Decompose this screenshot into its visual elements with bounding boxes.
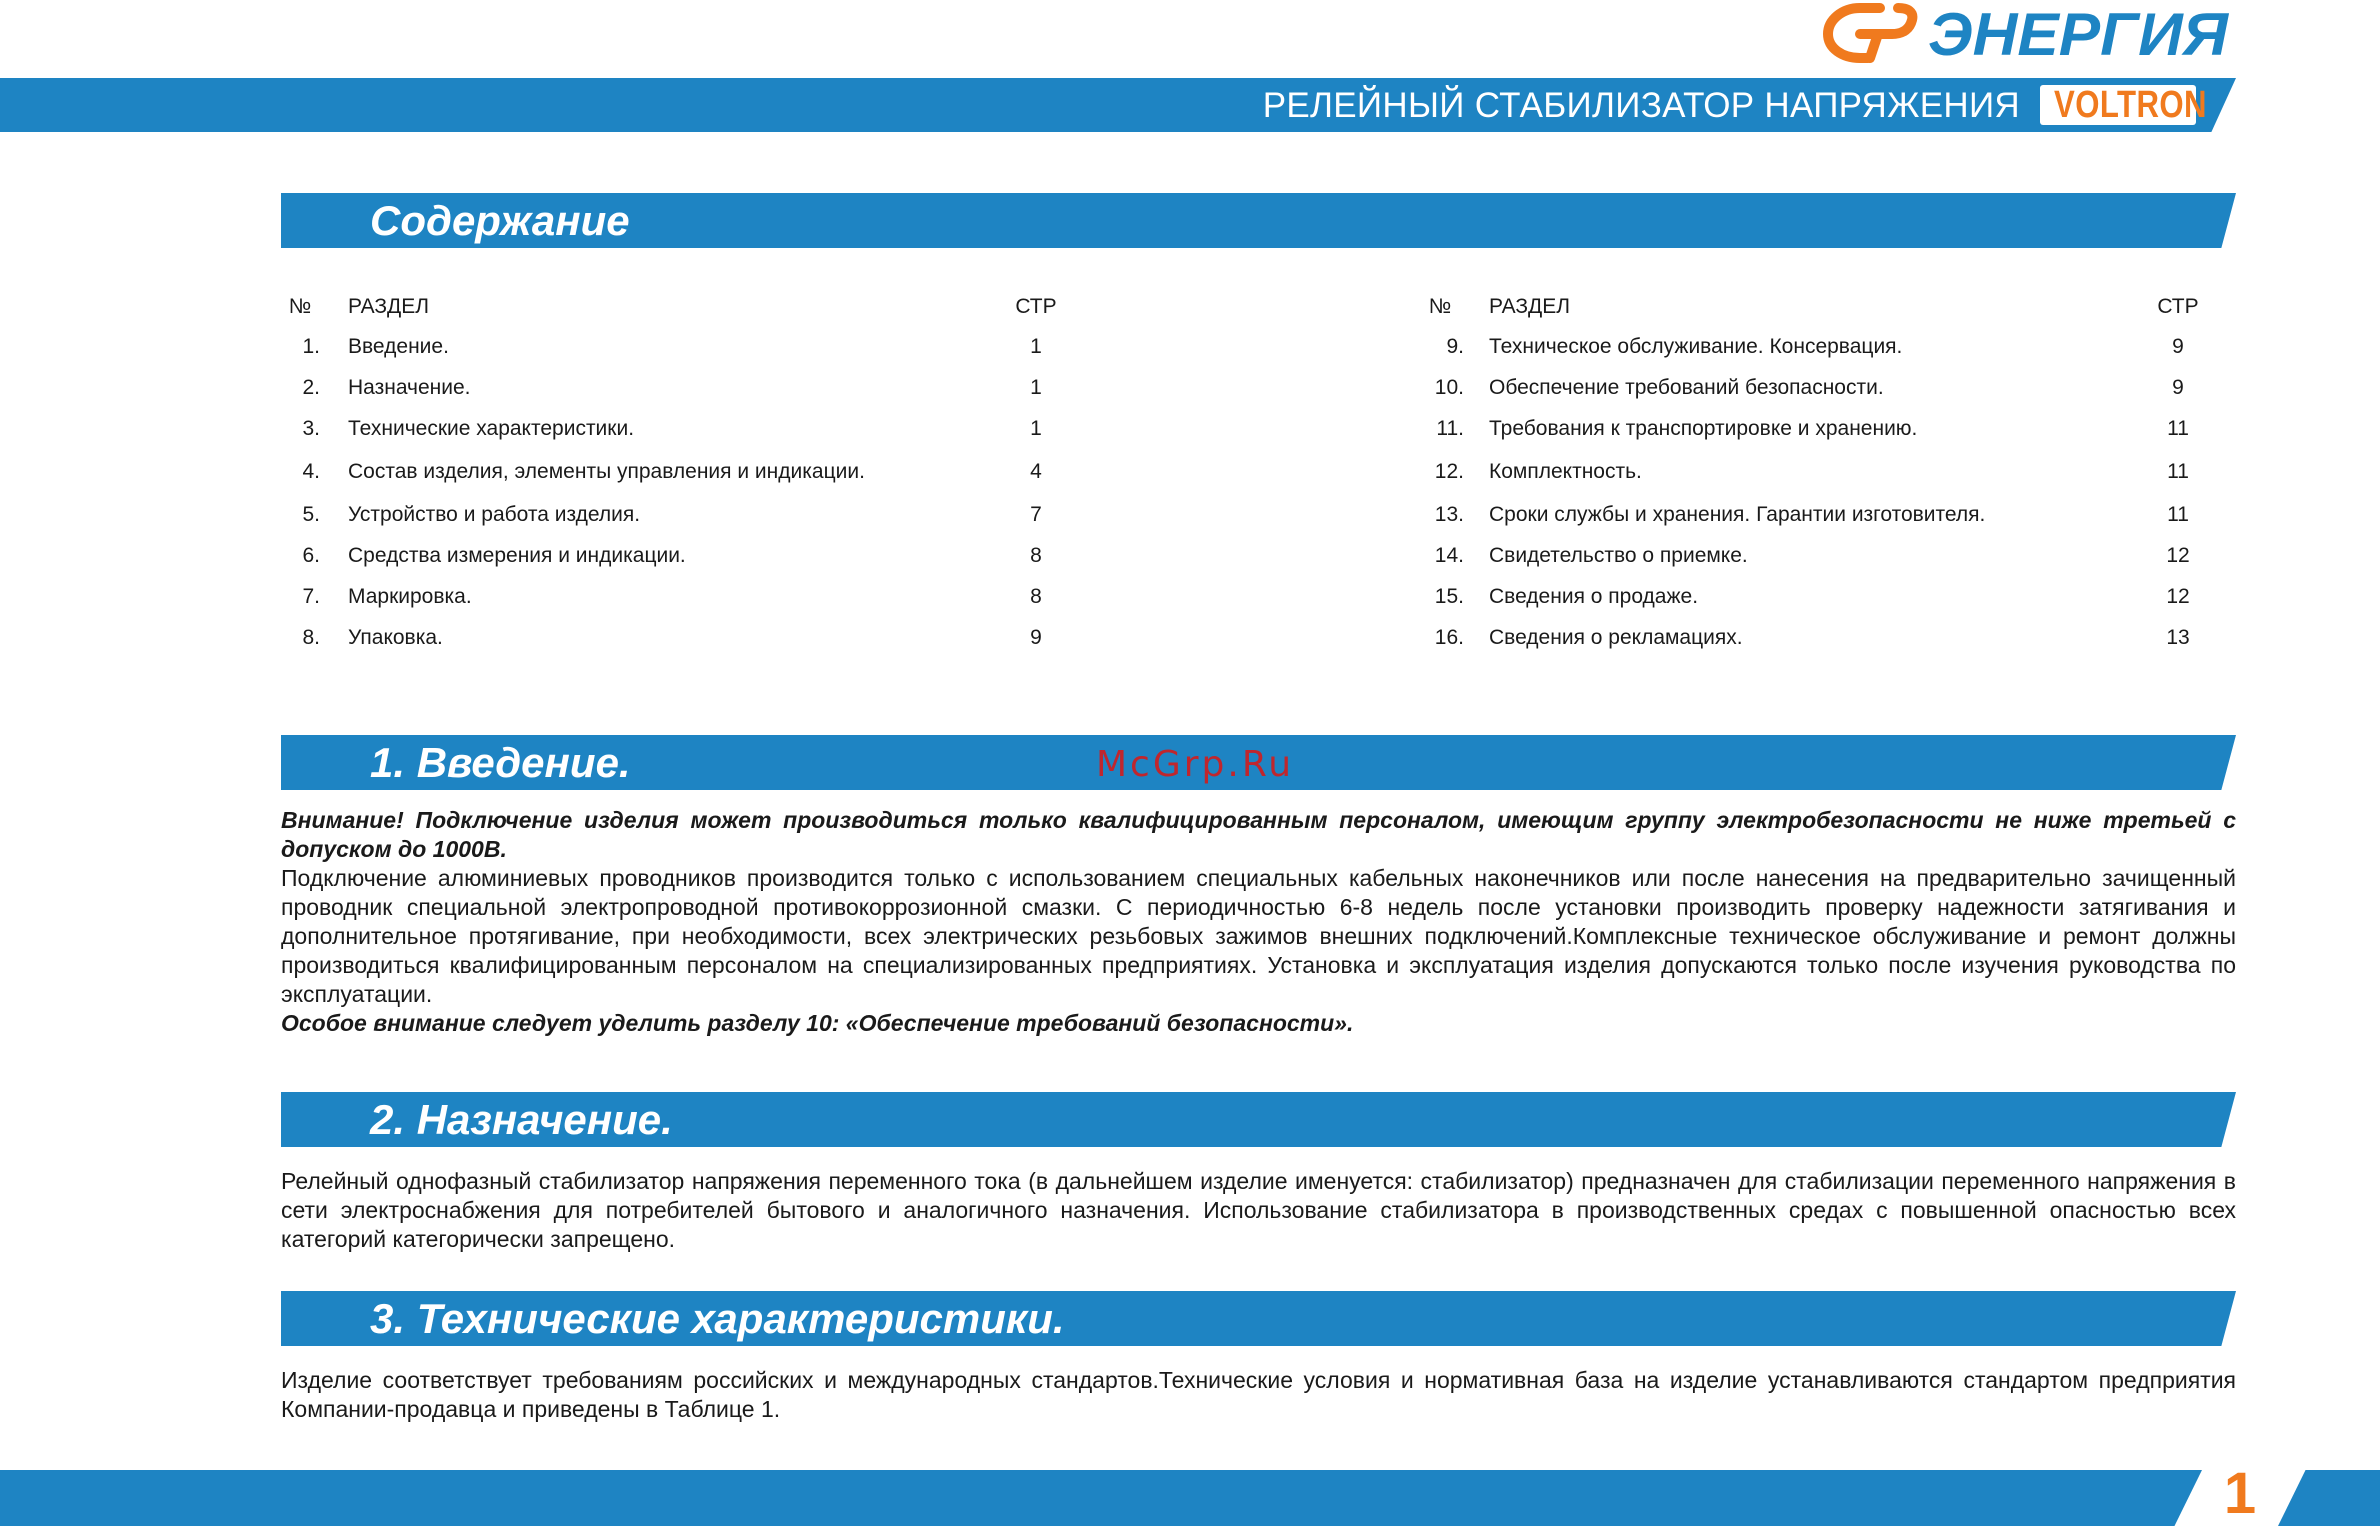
section1-body: Подключение алюминиевых проводников производится только с использованием специальных кабельных наконечников или после нанесения на предварительно зачищенный проводник специальной электропроводной противокоррозионной смазки. С периодичностью 6-8 недель после установки производить проверку надежности затягивания и дополнительное протягивание, при необходимости, всех электрических резьбовых зажимов внешних подключений.Комплексные техническое обслуживание и ремонт должны производиться квалифицированным персоналом на специализированных предприятиях. Установка и эксплуатация изделия допускаются только после изучения руководства по эксплуатации. — [281, 865, 2236, 1007]
toc-row-number: 15. — [1434, 585, 1464, 608]
toc-row-section: Сведения о продаже. — [1489, 585, 1699, 608]
toc-row-section: Комплектность. — [1489, 460, 1642, 483]
section3-text — [281, 1366, 2236, 1424]
section1-warning: Внимание! Подключение изделия может производиться только квалифицированным персоналом, имеющим группу электробезопасности не ниже третьей с допуском до 1000В. — [281, 807, 2236, 862]
logo-text: ЭНЕРГИЯ — [1928, 1, 2230, 68]
toc-row-section: Состав изделия, элементы управления и индикации. — [348, 460, 865, 483]
toc-row-section: Назначение. — [348, 376, 471, 399]
toc-row-number: 7. — [302, 585, 320, 608]
toc-row-page: 12 — [2166, 544, 2190, 567]
toc-row-section: Техническое обслуживание. Консервация. — [1489, 335, 1903, 358]
toc-row-number: 13. — [1434, 503, 1464, 526]
toc-row-section: Свидетельство о приемке. — [1489, 544, 1748, 567]
section2-body: Релейный однофазный стабилизатор напряжения переменного тока (в дальнейшем изделие именуется: стабилизатор) предназначен для стабилизации переменного напряжения в сети электроснабжения для потребителей бытового и аналогичного назначения. Использование стабилизатора в производственных средах с повышенной опасностью всех категорий категорически запрещено. — [281, 1168, 2236, 1252]
toc-row-section: Обеспечение требований безопасности. — [1489, 376, 1884, 399]
toc-row-number: 4. — [302, 460, 320, 483]
toc-row-page: 11 — [2167, 503, 2189, 526]
toc-row-number: 11. — [1436, 417, 1464, 440]
document-title: РЕЛЕЙНЫЙ СТАБИЛИЗАТОР НАПРЯЖЕНИЯ — [1262, 86, 2020, 125]
toc-row-page: 11 — [2167, 417, 2189, 440]
toc-row-section: Маркировка. — [348, 585, 472, 608]
section1-title: 1. Введение. — [370, 739, 631, 786]
toc-row-number: 14. — [1434, 544, 1464, 567]
toc-row-section: Сроки службы и хранения. Гарантии изготовителя. — [1489, 503, 1986, 526]
section3-title: 3. Технические характеристики. — [370, 1295, 1065, 1342]
toc-row-number: 12. — [1434, 460, 1464, 483]
watermark: McGrp.Ru — [1096, 744, 1295, 785]
toc-row-page: 9 — [1030, 626, 1042, 649]
section2-title: 2. Назначение. — [370, 1096, 673, 1143]
contents-title: Содержание — [370, 197, 630, 244]
toc-row-page: 1 — [1030, 417, 1042, 440]
toc-row-number: 10. — [1434, 376, 1464, 399]
toc-row-page: 11 — [2167, 460, 2189, 483]
section1-text — [281, 806, 2236, 1038]
footer-band-right — [2278, 1470, 2380, 1526]
toc-row-page: 13 — [2166, 626, 2190, 649]
toc-row-page: 9 — [2172, 376, 2184, 399]
toc-head-num: № — [288, 295, 312, 318]
footer-band — [0, 1470, 2202, 1526]
page-number: 1 — [2223, 1461, 2257, 1526]
toc-row-number: 2. — [302, 376, 320, 399]
toc-row-page: 1 — [1030, 376, 1042, 399]
toc-row-section: Сведения о рекламациях. — [1489, 626, 1743, 649]
toc-head-num: № — [1428, 295, 1452, 318]
section2-text — [281, 1167, 2236, 1254]
section1-note: Особое внимание следует уделить разделу 10: «Обеспечение требований безопасности». — [281, 1010, 1354, 1036]
toc-head-section: РАЗДЕЛ — [348, 295, 430, 318]
toc-row-page: 9 — [2172, 335, 2184, 358]
toc-head-page: СТР — [1015, 295, 1057, 318]
toc-row-section: Средства измерения и индикации. — [348, 544, 686, 567]
toc-row-section: Требования к транспортировке и хранению. — [1489, 417, 1918, 440]
toc-row-page: 1 — [1030, 335, 1042, 358]
toc-head-page: СТР — [2157, 295, 2199, 318]
toc-row-section: Упаковка. — [348, 626, 443, 649]
section3-body: Изделие соответствует требованиям российских и международных стандартов.Технические условия и нормативная база на изделие устанавливаются стандартом предприятия Компании-продавца и приведены в Таблице 1. — [281, 1367, 2236, 1422]
toc-row-section: Введение. — [348, 335, 449, 358]
toc-row-number: 5. — [302, 503, 320, 526]
toc-head-section: РАЗДЕЛ — [1489, 295, 1571, 318]
toc-row-number: 9. — [1446, 335, 1464, 358]
toc-row-page: 8 — [1030, 544, 1042, 567]
toc-row-page: 4 — [1030, 460, 1042, 483]
toc-row-number: 3. — [302, 417, 320, 440]
toc-row-number: 8. — [302, 626, 320, 649]
toc-row-page: 7 — [1030, 503, 1042, 526]
brand-name: VOLTRON — [2054, 84, 2207, 126]
toc-left — [0, 0, 2380, 700]
toc-row-number: 16. — [1434, 626, 1464, 649]
toc-row-section: Технические характеристики. — [348, 417, 635, 440]
toc-row-page: 8 — [1030, 585, 1042, 608]
toc-row-page: 12 — [2166, 585, 2190, 608]
toc-row-section: Устройство и работа изделия. — [348, 503, 641, 526]
toc-row-number: 1. — [302, 335, 320, 358]
toc-row-number: 6. — [302, 544, 320, 567]
